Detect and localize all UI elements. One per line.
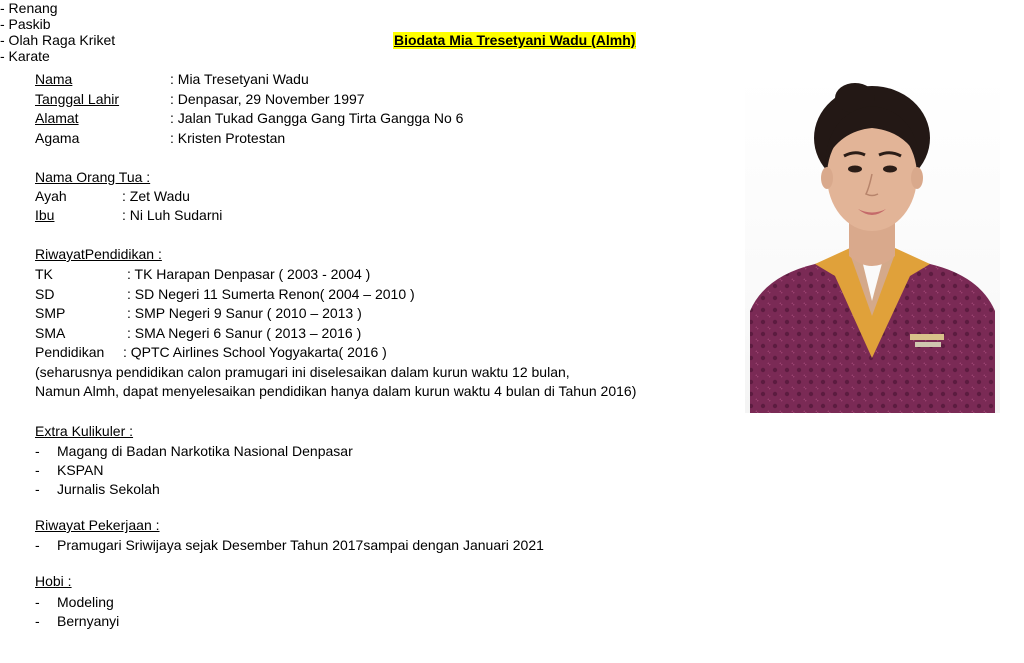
row-sd: SD : SD Negeri 11 Sumerta Renon( 2004 – 2010 ) bbox=[35, 286, 415, 302]
value-alamat: : Jalan Tukad Gangga Gang Tirta Gangga No 6 bbox=[170, 110, 464, 126]
hobby-item: - Karate bbox=[0, 48, 50, 64]
row-ayah: Ayah : Zet Wadu bbox=[35, 188, 190, 204]
row-nama: Nama : Mia Tresetyani Wadu bbox=[35, 71, 309, 87]
education-heading: RiwayatPendidikan : bbox=[35, 246, 162, 262]
list-item: - Magang di Badan Narkotika Nasional Denpasar bbox=[35, 443, 353, 459]
value-pendidikan: : QPTC Airlines School Yogyakarta( 2016 ) bbox=[123, 344, 387, 360]
row-ibu: Ibu : Ni Luh Sudarni bbox=[35, 207, 223, 223]
work-heading: Riwayat Pekerjaan : bbox=[35, 517, 160, 533]
row-agama: Agama : Kristen Protestan bbox=[35, 130, 286, 146]
value-tk: : TK Harapan Denpasar ( 2003 - 2004 ) bbox=[127, 266, 371, 282]
hobby-item: - Olah Raga Kriket bbox=[0, 32, 116, 48]
portrait-photo bbox=[745, 76, 1000, 413]
education-note-line2: Namun Almh, dapat menyelesaikan pendidikan hanya dalam kurun waktu 4 bulan di Tahun 2016) bbox=[35, 383, 637, 399]
row-alamat: Alamat : Jalan Tukad Gangga Gang Tirta Gangga No 6 bbox=[35, 110, 464, 126]
value-agama: : Kristen Protestan bbox=[170, 130, 286, 146]
row-tanggal-lahir: Tanggal Lahir : Denpasar, 29 November 1997 bbox=[35, 91, 365, 107]
parents-heading: Nama Orang Tua : bbox=[35, 169, 151, 185]
list-item: - Pramugari Sriwijaya sejak Desember Tahun 2017sampai dengan Januari 2021 bbox=[35, 537, 544, 553]
value-smp: : SMP Negeri 9 Sanur ( 2010 – 2013 ) bbox=[127, 305, 362, 321]
hobby-item: - Paskib bbox=[0, 16, 51, 32]
hobby-item: - Bernyanyi bbox=[35, 613, 120, 629]
row-tk: TK : TK Harapan Denpasar ( 2003 - 2004 ) bbox=[35, 266, 371, 282]
value-ibu: : Ni Luh Sudarni bbox=[122, 207, 223, 223]
portrait-illustration bbox=[745, 76, 1000, 413]
extracurricular-heading: Extra Kulikuler : bbox=[35, 423, 134, 439]
hobby-heading: Hobi : bbox=[35, 573, 72, 589]
hobby-item: - Renang bbox=[0, 0, 58, 16]
education-note-line1: (seharusnya pendidikan calon pramugari ini diselesaikan dalam kurun waktu 12 bulan, bbox=[35, 364, 570, 380]
row-pendidikan: Pendidikan : QPTC Airlines School Yogyakarta( 2016 ) bbox=[35, 344, 387, 360]
list-item: - KSPAN bbox=[35, 462, 104, 478]
value-nama: : Mia Tresetyani Wadu bbox=[170, 71, 309, 87]
row-smp: SMP : SMP Negeri 9 Sanur ( 2010 – 2013 ) bbox=[35, 305, 362, 321]
value-ayah: : Zet Wadu bbox=[122, 188, 190, 204]
document-title: Biodata Mia Tresetyani Wadu (Almh) bbox=[394, 32, 636, 48]
value-sd: : SD Negeri 11 Sumerta Renon( 2004 – 2010 ) bbox=[127, 286, 415, 302]
hobby-item: - Modeling bbox=[35, 594, 114, 610]
row-sma: SMA : SMA Negeri 6 Sanur ( 2013 – 2016 ) bbox=[35, 325, 362, 341]
list-item: - Jurnalis Sekolah bbox=[35, 481, 160, 497]
value-sma: : SMA Negeri 6 Sanur ( 2013 – 2016 ) bbox=[127, 325, 362, 341]
value-tanggal-lahir: : Denpasar, 29 November 1997 bbox=[170, 91, 365, 107]
